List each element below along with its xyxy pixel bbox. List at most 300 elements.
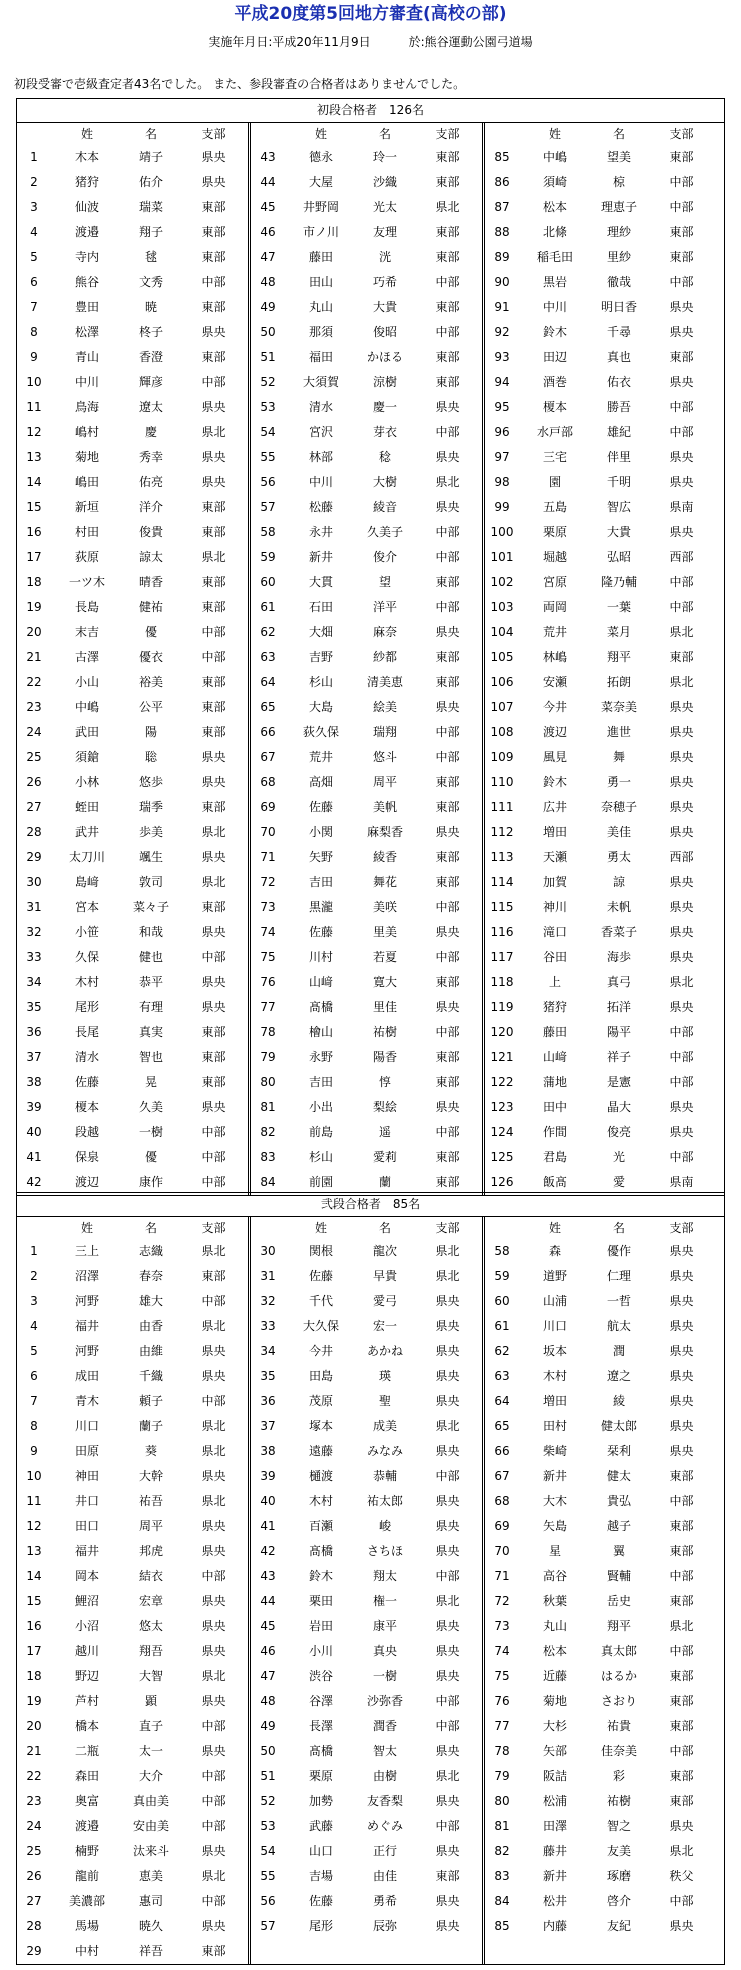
row-branch: 県央 bbox=[669, 800, 694, 814]
table-row bbox=[17, 1020, 248, 1045]
table-row bbox=[485, 495, 716, 520]
row-given-name: 晴香 bbox=[138, 575, 163, 589]
row-surname: 安瀬 bbox=[542, 675, 567, 689]
row-number: 65 bbox=[494, 1419, 510, 1433]
row-branch: 東部 bbox=[669, 1769, 694, 1783]
row-branch: 東部 bbox=[669, 1719, 694, 1733]
header-number bbox=[17, 1217, 51, 1239]
row-branch: 中部 bbox=[435, 275, 460, 289]
row-branch: 県央 bbox=[669, 725, 694, 739]
row-number: 41 bbox=[26, 1150, 42, 1164]
row-branch: 中部 bbox=[669, 1744, 694, 1758]
table-row bbox=[251, 1564, 482, 1589]
row-number: 75 bbox=[260, 950, 276, 964]
row-number: 27 bbox=[26, 1894, 42, 1908]
table-row bbox=[251, 1314, 482, 1339]
table-row bbox=[251, 1639, 482, 1664]
row-given-name: 里美 bbox=[372, 925, 397, 939]
row-branch: 県央 bbox=[201, 1919, 226, 1933]
row-given-name: 久美 bbox=[138, 1100, 163, 1114]
row-branch: 県央 bbox=[435, 825, 460, 839]
table-row bbox=[17, 1589, 248, 1614]
row-given-name: 雄紀 bbox=[606, 425, 631, 439]
row-surname: 大貫 bbox=[308, 575, 333, 589]
row-branch: 県央 bbox=[201, 1469, 226, 1483]
row-given-name: 瑞季 bbox=[138, 800, 163, 814]
row-given-name: 祐樹 bbox=[606, 1794, 631, 1808]
row-number: 98 bbox=[494, 475, 510, 489]
table-row bbox=[17, 945, 248, 970]
row-given-name: 暁久 bbox=[138, 1919, 163, 1933]
row-given-name: 陽平 bbox=[606, 1025, 631, 1039]
row-given-name: 由香 bbox=[138, 1319, 163, 1333]
row-surname: 小関 bbox=[308, 825, 333, 839]
table-row bbox=[485, 945, 716, 970]
row-given-name: 沙弥香 bbox=[366, 1694, 403, 1708]
row-surname: 武井 bbox=[74, 825, 99, 839]
row-surname: 荻久保 bbox=[302, 725, 339, 739]
row-given-name: 陽 bbox=[144, 725, 157, 739]
row-surname: 田村 bbox=[542, 1419, 567, 1433]
nidan-table-title: 弐段合格者 85名 bbox=[17, 1193, 724, 1217]
row-branch: 県北 bbox=[201, 1319, 226, 1333]
row-given-name: 光 bbox=[612, 1150, 625, 1164]
row-branch: 県央 bbox=[201, 775, 226, 789]
row-branch: 秩父 bbox=[669, 1869, 694, 1883]
row-surname: 田島 bbox=[308, 1369, 333, 1383]
table-row bbox=[17, 470, 248, 495]
row-given-name: 美帆 bbox=[372, 800, 397, 814]
row-branch: 西部 bbox=[669, 850, 694, 864]
row-number: 100 bbox=[490, 525, 514, 539]
row-branch: 中部 bbox=[201, 1769, 226, 1783]
table-row bbox=[485, 1564, 716, 1589]
row-branch: 県央 bbox=[669, 450, 694, 464]
shodan-column bbox=[17, 123, 248, 1195]
row-number: 12 bbox=[26, 425, 42, 439]
row-number: 35 bbox=[26, 1000, 42, 1014]
row-branch: 東部 bbox=[435, 675, 460, 689]
row-number: 39 bbox=[26, 1100, 42, 1114]
table-row bbox=[251, 145, 482, 170]
table-row bbox=[17, 770, 248, 795]
row-branch: 中部 bbox=[435, 950, 460, 964]
row-branch: 県央 bbox=[201, 175, 226, 189]
table-row bbox=[251, 1045, 482, 1070]
column-header bbox=[485, 123, 716, 145]
row-given-name: 望 bbox=[378, 575, 391, 589]
row-branch: 東部 bbox=[435, 975, 460, 989]
row-number: 63 bbox=[260, 650, 276, 664]
row-branch: 県央 bbox=[669, 1269, 694, 1283]
row-given-name: 宏章 bbox=[138, 1594, 163, 1608]
row-branch: 中部 bbox=[669, 1569, 694, 1583]
row-surname: 尾形 bbox=[308, 1919, 333, 1933]
row-surname: 猪狩 bbox=[74, 175, 99, 189]
row-surname: 保泉 bbox=[74, 1150, 99, 1164]
row-branch: 中部 bbox=[201, 275, 226, 289]
table-row bbox=[17, 1289, 248, 1314]
row-branch: 中部 bbox=[669, 400, 694, 414]
table-row bbox=[251, 820, 482, 845]
row-surname: 古澤 bbox=[74, 650, 99, 664]
table-row bbox=[485, 170, 716, 195]
row-branch: 県央 bbox=[435, 1669, 460, 1683]
row-surname: 大屋 bbox=[308, 175, 333, 189]
row-branch: 県北 bbox=[435, 475, 460, 489]
table-row bbox=[251, 745, 482, 770]
row-branch: 東部 bbox=[435, 1869, 460, 1883]
row-branch: 中部 bbox=[201, 1819, 226, 1833]
row-branch: 中部 bbox=[435, 1719, 460, 1733]
row-number: 64 bbox=[494, 1394, 510, 1408]
row-number: 5 bbox=[30, 1344, 38, 1358]
table-row bbox=[17, 670, 248, 695]
header-branch: 支部 bbox=[669, 127, 694, 141]
table-row bbox=[485, 795, 716, 820]
row-number: 90 bbox=[494, 275, 510, 289]
row-surname: 楠野 bbox=[74, 1844, 99, 1858]
row-given-name: 寛大 bbox=[372, 975, 397, 989]
row-given-name: 惇 bbox=[378, 1075, 391, 1089]
table-row bbox=[17, 1864, 248, 1889]
row-surname: 新井 bbox=[308, 550, 333, 564]
row-given-name: 舞花 bbox=[372, 875, 397, 889]
row-branch: 県央 bbox=[669, 1294, 694, 1308]
row-given-name: 公平 bbox=[138, 700, 163, 714]
row-number: 85 bbox=[494, 150, 510, 164]
table-row bbox=[251, 870, 482, 895]
table-row bbox=[251, 295, 482, 320]
row-number: 5 bbox=[30, 250, 38, 264]
row-number: 41 bbox=[260, 1519, 276, 1533]
row-given-name: 柊子 bbox=[138, 325, 163, 339]
row-number: 114 bbox=[490, 875, 514, 889]
row-number: 53 bbox=[260, 1819, 276, 1833]
row-number: 14 bbox=[26, 1569, 42, 1583]
row-surname: 中嶋 bbox=[74, 700, 99, 714]
row-number: 39 bbox=[260, 1469, 276, 1483]
row-given-name: 瑞翔 bbox=[372, 725, 397, 739]
row-branch: 県央 bbox=[435, 1369, 460, 1383]
row-branch: 中部 bbox=[201, 1125, 226, 1139]
table-row bbox=[17, 970, 248, 995]
table-row bbox=[251, 345, 482, 370]
row-branch: 中部 bbox=[435, 1025, 460, 1039]
table-row bbox=[251, 1514, 482, 1539]
row-given-name: 恭輔 bbox=[372, 1469, 397, 1483]
table-row bbox=[485, 520, 716, 545]
row-number: 42 bbox=[26, 1175, 42, 1189]
row-branch: 東部 bbox=[435, 1075, 460, 1089]
row-branch: 県央 bbox=[201, 450, 226, 464]
row-number: 13 bbox=[26, 1544, 42, 1558]
table-row bbox=[251, 1145, 482, 1170]
row-given-name: 聡 bbox=[144, 750, 157, 764]
row-branch: 東部 bbox=[435, 300, 460, 314]
header-branch: 支部 bbox=[201, 127, 226, 141]
table-row bbox=[251, 920, 482, 945]
row-branch: 県央 bbox=[201, 325, 226, 339]
row-number: 54 bbox=[260, 1844, 276, 1858]
row-given-name: 涼樹 bbox=[372, 375, 397, 389]
row-branch: 県央 bbox=[201, 975, 226, 989]
row-number: 2 bbox=[30, 1269, 38, 1283]
row-given-name: 舞 bbox=[612, 750, 625, 764]
row-branch: 県央 bbox=[669, 1125, 694, 1139]
row-branch: 県央 bbox=[435, 1744, 460, 1758]
row-number: 75 bbox=[494, 1669, 510, 1683]
table-row bbox=[485, 895, 716, 920]
row-surname: 木本 bbox=[74, 150, 99, 164]
table-row bbox=[485, 670, 716, 695]
row-given-name: 志織 bbox=[138, 1244, 163, 1258]
header-number bbox=[251, 123, 285, 145]
table-row bbox=[485, 1889, 716, 1914]
row-number: 30 bbox=[260, 1244, 276, 1258]
row-surname: 松井 bbox=[542, 1894, 567, 1908]
table-row bbox=[485, 270, 716, 295]
row-branch: 県北 bbox=[201, 1244, 226, 1258]
row-number: 47 bbox=[260, 250, 276, 264]
row-number: 6 bbox=[30, 1369, 38, 1383]
table-row bbox=[17, 1714, 248, 1739]
row-branch: 東部 bbox=[669, 650, 694, 664]
row-surname: 風見 bbox=[542, 750, 567, 764]
row-number: 55 bbox=[260, 1869, 276, 1883]
row-branch: 県央 bbox=[669, 1444, 694, 1458]
row-given-name: 洸 bbox=[378, 250, 391, 264]
row-number: 120 bbox=[490, 1025, 514, 1039]
row-branch: 県南 bbox=[669, 1175, 694, 1189]
row-number: 82 bbox=[260, 1125, 276, 1139]
row-branch: 県央 bbox=[435, 1444, 460, 1458]
table-row bbox=[17, 145, 248, 170]
row-given-name: 航太 bbox=[606, 1319, 631, 1333]
table-row bbox=[485, 1914, 716, 1939]
table-row bbox=[485, 970, 716, 995]
row-surname: 田山 bbox=[308, 275, 333, 289]
row-branch: 県央 bbox=[669, 775, 694, 789]
row-given-name: 翔平 bbox=[606, 1619, 631, 1633]
row-number: 69 bbox=[260, 800, 276, 814]
row-number: 58 bbox=[494, 1244, 510, 1258]
row-branch: 県北 bbox=[435, 200, 460, 214]
row-number: 61 bbox=[260, 600, 276, 614]
row-surname: 秋葉 bbox=[542, 1594, 567, 1608]
row-given-name: 雄大 bbox=[138, 1294, 163, 1308]
row-number: 56 bbox=[260, 1894, 276, 1908]
row-number: 31 bbox=[260, 1269, 276, 1283]
row-given-name: 聖 bbox=[378, 1394, 391, 1408]
row-surname: 増田 bbox=[542, 825, 567, 839]
table-row bbox=[485, 145, 716, 170]
row-given-name: 一樹 bbox=[138, 1125, 163, 1139]
table-row bbox=[485, 395, 716, 420]
header-surname: 姓 bbox=[80, 1221, 93, 1235]
row-number: 42 bbox=[260, 1544, 276, 1558]
row-branch: 東部 bbox=[201, 300, 226, 314]
table-row bbox=[17, 1739, 248, 1764]
row-number: 74 bbox=[494, 1644, 510, 1658]
row-number: 77 bbox=[494, 1719, 510, 1733]
row-given-name: 勇希 bbox=[372, 1894, 397, 1908]
row-surname: 寺内 bbox=[74, 250, 99, 264]
table-row bbox=[251, 1614, 482, 1639]
row-branch: 県央 bbox=[669, 325, 694, 339]
table-row bbox=[251, 945, 482, 970]
row-number: 26 bbox=[26, 1869, 42, 1883]
row-number: 70 bbox=[260, 825, 276, 839]
row-surname: 谷田 bbox=[542, 950, 567, 964]
row-branch: 県央 bbox=[435, 1394, 460, 1408]
row-number: 29 bbox=[26, 850, 42, 864]
table-row bbox=[17, 845, 248, 870]
nidan-column bbox=[248, 1217, 482, 1964]
row-given-name: かほる bbox=[366, 350, 403, 364]
row-number: 9 bbox=[30, 350, 38, 364]
row-number: 10 bbox=[26, 375, 42, 389]
row-branch: 県央 bbox=[669, 525, 694, 539]
row-number: 94 bbox=[494, 375, 510, 389]
row-surname: 島﨑 bbox=[74, 875, 99, 889]
row-given-name: 翔子 bbox=[138, 225, 163, 239]
table-row bbox=[251, 1789, 482, 1814]
row-surname: 塚本 bbox=[308, 1419, 333, 1433]
table-row bbox=[485, 745, 716, 770]
table-row bbox=[485, 1839, 716, 1864]
row-number: 81 bbox=[260, 1100, 276, 1114]
row-given-name: 若夏 bbox=[372, 950, 397, 964]
row-given-name: 友美 bbox=[606, 1844, 631, 1858]
table-row bbox=[17, 1070, 248, 1095]
row-number: 1 bbox=[30, 1244, 38, 1258]
row-branch: 東部 bbox=[201, 600, 226, 614]
table-row bbox=[485, 920, 716, 945]
header-given-name: 名 bbox=[612, 127, 625, 141]
table-row bbox=[251, 1664, 482, 1689]
row-number: 78 bbox=[494, 1744, 510, 1758]
row-surname: 吉場 bbox=[308, 1869, 333, 1883]
table-row bbox=[251, 1814, 482, 1839]
row-branch: 中部 bbox=[669, 575, 694, 589]
row-given-name: 翔平 bbox=[606, 650, 631, 664]
row-branch: 東部 bbox=[435, 350, 460, 364]
table-row bbox=[485, 1864, 716, 1889]
row-given-name: 直子 bbox=[138, 1719, 163, 1733]
header-given-name: 名 bbox=[378, 127, 391, 141]
table-row bbox=[17, 870, 248, 895]
row-given-name: 沙織 bbox=[372, 175, 397, 189]
row-given-name: 里紗 bbox=[606, 250, 631, 264]
row-given-name: 成美 bbox=[372, 1419, 397, 1433]
row-branch: 県央 bbox=[201, 1344, 226, 1358]
row-given-name: 晶大 bbox=[606, 1100, 631, 1114]
row-given-name: 一樹 bbox=[372, 1669, 397, 1683]
row-surname: 飯髙 bbox=[542, 1175, 567, 1189]
table-row bbox=[485, 1339, 716, 1364]
row-surname: 林嶋 bbox=[542, 650, 567, 664]
row-number: 14 bbox=[26, 475, 42, 489]
row-given-name: 越子 bbox=[606, 1519, 631, 1533]
row-given-name: 友理 bbox=[372, 225, 397, 239]
row-given-name: 葵 bbox=[144, 1444, 157, 1458]
row-given-name: 梨絵 bbox=[372, 1100, 397, 1114]
table-row bbox=[251, 1364, 482, 1389]
row-given-name: 文秀 bbox=[138, 275, 163, 289]
row-number: 1 bbox=[30, 150, 38, 164]
row-given-name: 久美子 bbox=[366, 525, 403, 539]
row-branch: 県央 bbox=[669, 1344, 694, 1358]
row-number: 71 bbox=[260, 850, 276, 864]
row-branch: 県央 bbox=[435, 1319, 460, 1333]
row-given-name: 辰弥 bbox=[372, 1919, 397, 1933]
row-branch: 東部 bbox=[669, 1794, 694, 1808]
row-number: 59 bbox=[260, 550, 276, 564]
row-number: 108 bbox=[490, 725, 514, 739]
row-branch: 中部 bbox=[435, 525, 460, 539]
row-surname: 谷澤 bbox=[308, 1694, 333, 1708]
table-row bbox=[485, 870, 716, 895]
row-given-name: 安由美 bbox=[132, 1819, 169, 1833]
row-surname: 那須 bbox=[308, 325, 333, 339]
table-row bbox=[485, 1020, 716, 1045]
row-given-name: 顕 bbox=[144, 1694, 157, 1708]
row-given-name: 友香梨 bbox=[366, 1794, 403, 1808]
row-branch: 県央 bbox=[201, 850, 226, 864]
row-number: 28 bbox=[26, 825, 42, 839]
row-number: 93 bbox=[494, 350, 510, 364]
row-branch: 中部 bbox=[669, 275, 694, 289]
row-given-name: 諒太 bbox=[138, 550, 163, 564]
row-number: 32 bbox=[260, 1294, 276, 1308]
row-number: 13 bbox=[26, 450, 42, 464]
table-row bbox=[17, 1789, 248, 1814]
row-surname: 青木 bbox=[74, 1394, 99, 1408]
row-given-name: 晃 bbox=[144, 1075, 157, 1089]
row-surname: 丸山 bbox=[308, 300, 333, 314]
table-row bbox=[485, 1714, 716, 1739]
row-surname: 大須賀 bbox=[302, 375, 339, 389]
row-given-name: 諒 bbox=[612, 875, 625, 889]
row-number: 70 bbox=[494, 1544, 510, 1558]
row-branch: 中部 bbox=[435, 1819, 460, 1833]
header-given-name: 名 bbox=[612, 1221, 625, 1235]
row-given-name: 進世 bbox=[606, 725, 631, 739]
row-branch: 中部 bbox=[669, 1025, 694, 1039]
row-number: 6 bbox=[30, 275, 38, 289]
row-branch: 中部 bbox=[201, 1175, 226, 1189]
row-given-name: 祐貴 bbox=[606, 1719, 631, 1733]
row-number: 57 bbox=[260, 500, 276, 514]
row-branch: 中部 bbox=[669, 1894, 694, 1908]
row-branch: 中部 bbox=[669, 1050, 694, 1064]
row-surname: 芦村 bbox=[74, 1694, 99, 1708]
header-surname: 姓 bbox=[80, 127, 93, 141]
table-row bbox=[17, 1364, 248, 1389]
row-number: 38 bbox=[260, 1444, 276, 1458]
row-number: 72 bbox=[494, 1594, 510, 1608]
row-surname: 森田 bbox=[74, 1769, 99, 1783]
row-branch: 県北 bbox=[201, 1444, 226, 1458]
row-number: 104 bbox=[490, 625, 514, 639]
row-surname: 吉田 bbox=[308, 875, 333, 889]
row-surname: 渋谷 bbox=[308, 1669, 333, 1683]
row-surname: 鯉沼 bbox=[74, 1594, 99, 1608]
row-branch: 県央 bbox=[669, 825, 694, 839]
table-row bbox=[251, 545, 482, 570]
row-given-name: 勇一 bbox=[606, 775, 631, 789]
